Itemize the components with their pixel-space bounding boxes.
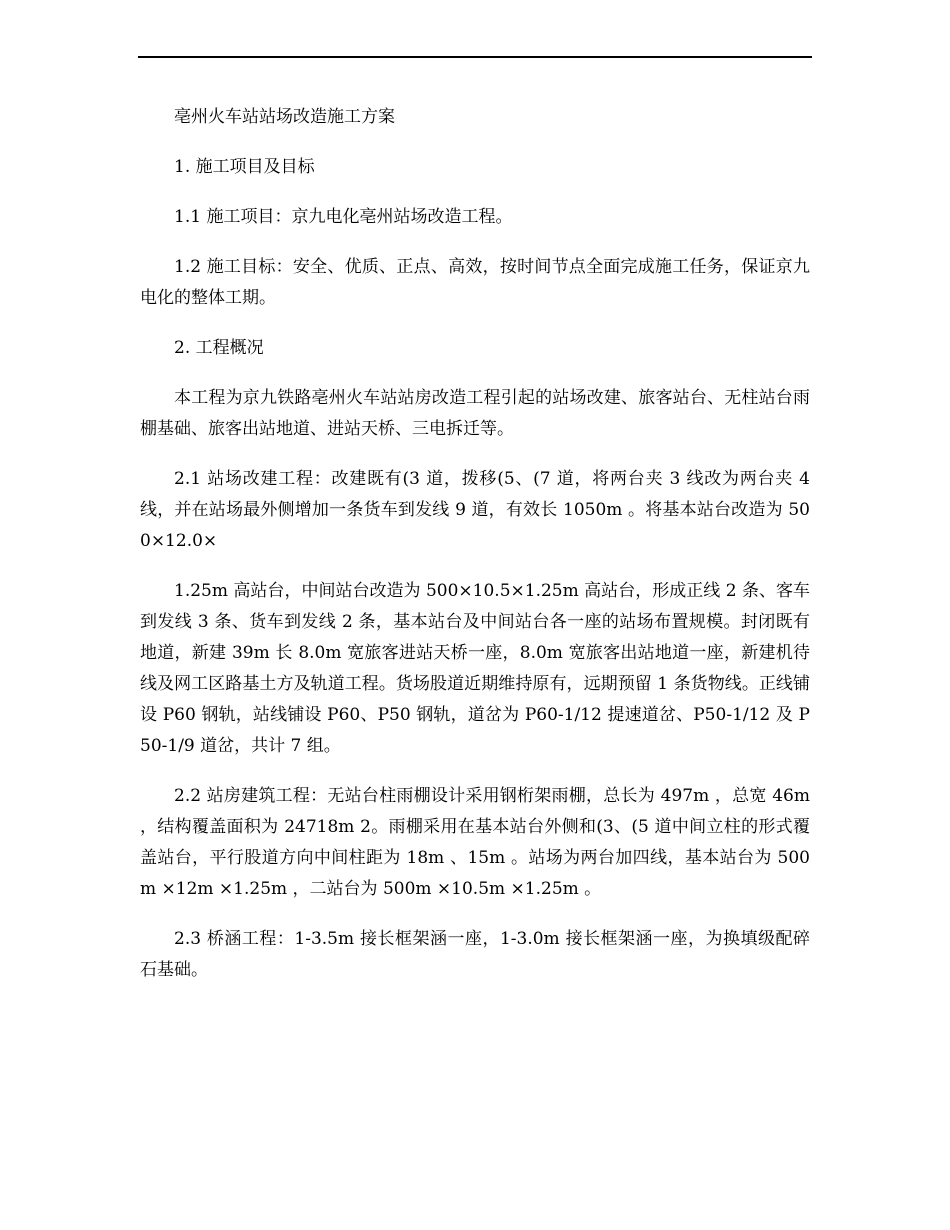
section-heading-1: 1. 施工项目及目标 [174,157,315,177]
paragraph-2-2: 2.2 站房建筑工程：无站台柱雨棚设计采用钢桁架雨棚，总长为 497m ，总宽 46m ，结构覆盖面积为 24718m 2。雨棚采用在基本站台外侧和(3、(5 道中间立柱的形式覆盖站台，平行股道方向中间柱距为 18m 、15m 。站场为两台加四线，基本站台为 500m ×12m ×1.25m ，二站台为 500m ×10.5m ×1.25m 。 [140,786,810,899]
paragraph-1-1: 1.1 施工项目：京九电化亳州站场改造工程。 [174,207,513,227]
document-body [140,102,810,1005]
paragraph-2-1: 2.1 站场改建工程：改建既有(3 道，拨移(5、(7 道，将两台夹 3 线改为两台夹 4 线，并在站场最外侧增加一条货车到发线 9 道，有效长 1050m 。将基本站台改造为 500×12.0× [140,469,810,551]
paragraph-2-1-cont: 1.25m 高站台，中间站台改造为 500×10.5×1.25m 高站台，形成正线 2 条、客车到发线 3 条、货车到发线 2 条，基本站台及中间站台各一座的站场布置规模。封闭既有地道，新建 39m 长 8.0m 宽旅客进站天桥一座，8.0m 宽旅客出站地道一座，新建机待线及网工区路基土方及轨道工程。货场股道近期维持原有，远期预留 1 条货物线。正线铺设 P60 钢轨，站线铺设 P60、P50 钢轨，道岔为 P60-1/12 提速道岔、P50-1/12 及 P50-1/9 道岔，共计 7 组。 [140,581,810,756]
document-title: 亳州火车站站场改造施工方案 [174,107,395,127]
section-heading-2: 2. 工程概况 [174,338,264,358]
paragraph-1-2: 1.2 施工目标：安全、优质、正点、高效，按时间节点全面完成施工任务，保证京九电化的整体工期。 [140,257,810,308]
header-rule [138,56,812,58]
paragraph-overview: 本工程为京九铁路亳州火车站站房改造工程引起的站场改建、旅客站台、无柱站台雨棚基础、旅客出站地道、进站天桥、三电拆迁等。 [140,388,810,439]
paragraph-2-3: 2.3 桥涵工程：1-3.5m 接长框架涵一座，1-3.0m 接长框架涵一座，为换填级配碎石基础。 [140,929,810,980]
